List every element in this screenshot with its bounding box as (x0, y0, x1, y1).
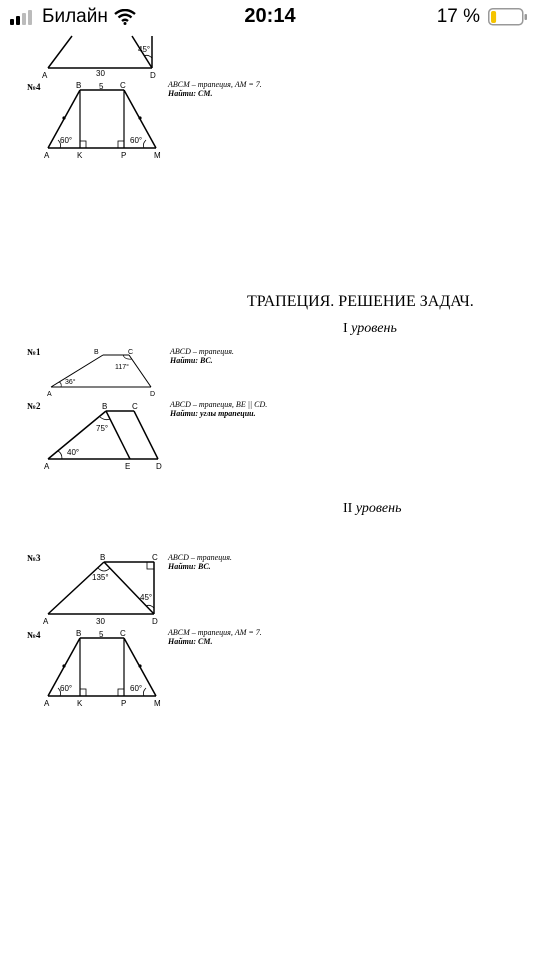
svg-text:A: A (44, 699, 50, 708)
problem-3-number: №3 (27, 553, 41, 563)
svg-text:B: B (100, 553, 106, 562)
svg-text:60°: 60° (60, 684, 73, 693)
svg-text:B: B (76, 81, 82, 90)
svg-text:75°: 75° (96, 424, 109, 433)
svg-text:36°: 36° (65, 379, 76, 386)
svg-text:B: B (102, 402, 108, 411)
svg-text:60°: 60° (130, 684, 143, 693)
svg-text:5: 5 (99, 82, 104, 91)
svg-text:C: C (152, 553, 158, 562)
page-title: ТРАПЕЦИЯ. РЕШЕНИЕ ЗАДАЧ. (247, 293, 474, 310)
svg-text:30: 30 (96, 617, 105, 626)
fragment-label-a: A (42, 71, 48, 80)
figure-problem-3 (40, 550, 170, 628)
level-2-heading: II уровень (343, 501, 402, 516)
svg-text:B: B (94, 349, 99, 356)
clock: 20:14 (244, 5, 296, 27)
svg-text:60°: 60° (60, 136, 73, 145)
svg-text:B: B (76, 629, 82, 638)
svg-text:A: A (43, 617, 49, 626)
svg-text:C: C (132, 402, 138, 411)
figure-problem-4-bottom (42, 628, 168, 708)
svg-text:M: M (154, 151, 161, 160)
svg-text:M: M (154, 699, 161, 708)
svg-text:P: P (121, 699, 127, 708)
problem-4-text-top: ABCM – трапеция, AM = 7. Найти: CM. (168, 80, 262, 98)
problem-3-text: ABCD – трапеция. Найти: BC. (168, 553, 232, 571)
svg-text:P: P (121, 151, 127, 160)
svg-text:135°: 135° (92, 573, 109, 582)
svg-text:D: D (156, 462, 162, 471)
figure-problem-1 (45, 345, 165, 399)
svg-text:K: K (77, 151, 83, 160)
svg-text:45°: 45° (140, 593, 153, 602)
problem-4-number: №4 (27, 82, 41, 92)
carrier-name: Билайн (42, 6, 108, 27)
svg-text:K: K (77, 699, 83, 708)
fragment-angle: 45° (138, 45, 151, 54)
battery-percent: 17 % (436, 6, 480, 27)
figure-top-fragment (40, 30, 170, 82)
figure-problem-4-top (42, 80, 168, 160)
problem-1-text: ABCD – трапеция. Найти: BC. (170, 347, 234, 365)
problem-1-number: №1 (27, 347, 41, 357)
svg-text:40°: 40° (67, 448, 80, 457)
svg-text:A: A (44, 462, 50, 471)
fragment-label-d: D (150, 71, 156, 80)
svg-text:A: A (47, 391, 52, 398)
svg-text:C: C (128, 349, 134, 356)
level-1-heading: I уровень (343, 321, 397, 336)
problem-4-text-bottom: ABCM – трапеция, AM = 7. Найти: CM. (168, 628, 262, 646)
svg-text:E: E (125, 462, 131, 471)
svg-text:A: A (44, 151, 50, 160)
svg-text:D: D (152, 617, 158, 626)
svg-text:60°: 60° (130, 136, 143, 145)
svg-text:5: 5 (99, 630, 104, 639)
fragment-base: 30 (96, 69, 105, 78)
svg-text:C: C (120, 81, 126, 90)
svg-text:117°: 117° (115, 364, 129, 371)
svg-text:D: D (150, 391, 156, 398)
problem-4-number-bottom: №4 (27, 630, 41, 640)
problem-2-number: №2 (27, 401, 41, 411)
problem-2-text: ABCD – трапеция, BE || CD. Найти: углы трапеции. (170, 400, 268, 418)
figure-problem-2 (42, 397, 172, 471)
svg-text:C: C (120, 629, 126, 638)
